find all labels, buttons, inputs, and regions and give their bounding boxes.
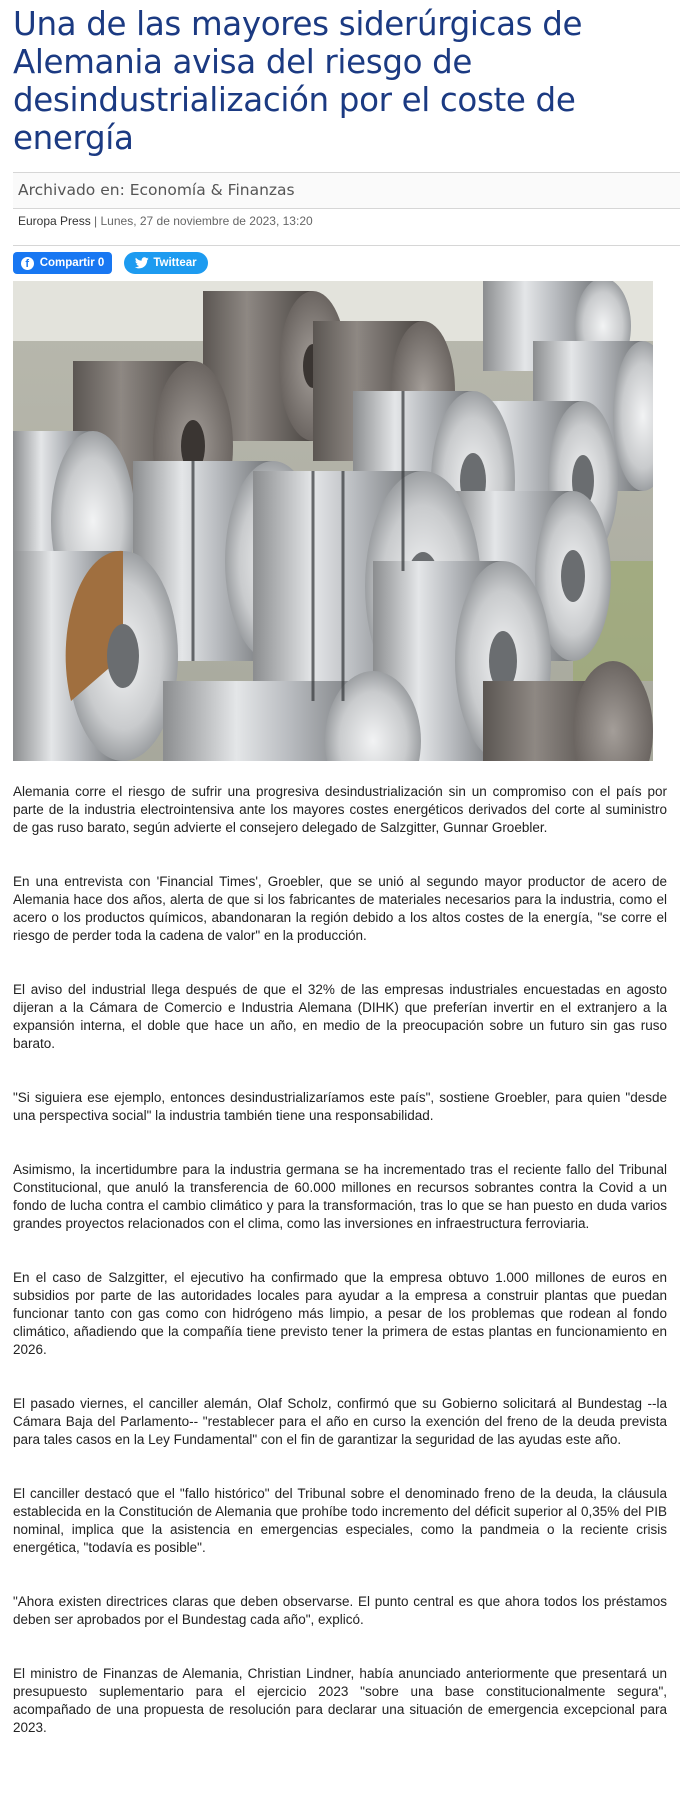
article-paragraph: El pasado viernes, el canciller alemán, Olaf Scholz, confirmó que su Gobierno solicitará al Bundestag --la Cámara Baja del Parlamento-- "restablecer para el año en curso la exención del freno de la deuda prevista para tales casos en la Ley Fundamental" con el fin de garantizar la seguridad de las ayudas este año. [13, 1396, 667, 1447]
byline-source: Europa Press [18, 214, 91, 228]
article-paragraph: El ministro de Finanzas de Alemania, Christian Lindner, había anunciado anteriormente que presentará un presupuesto suplementario para el ejercicio 2023 "sobre una base constitucionalmente segura", acompañado de una propuesta de resolución para declarar una situación de emergencia excepcional para 2023. [13, 1666, 667, 1735]
twitter-share-label: Twittear [153, 257, 197, 269]
article-paragraph: El aviso del industrial llega después de que el 32% de las empresas industriales encuestadas en agosto dijeran a la Cámara de Comercio e Industria Alemana (DIHK) que preferían invertir en el extranjero a la expansión interna, el doble que hace un año, en medio de la preocupación sobre un futuro sin gas ruso barato. [13, 982, 667, 1051]
article-paragraph: Alemania corre el riesgo de sufrir una progresiva desindustrialización sin un compromiso con el país por parte de la industria electrointensiva ante los mayores costes energéticos derivados del corte al suministro de gas ruso barato, según advierte el consejero delegado de Salzgitter, Gunnar Groebler. [13, 784, 667, 835]
article-paragraph: En el caso de Salzgitter, el ejecutivo ha confirmado que la empresa obtuvo 1.000 millones de euros en subsidios por parte de las autoridades locales para ayudar a la empresa a construir plantas que puedan funcionar tanto con gas como con hidrógeno más limpio, a pesar de los problemas que rodean al fondo climático, añadiendo que la compañía tiene previsto tener la primera de estas plantas en funcionamiento en 2026. [13, 1270, 667, 1357]
byline [18, 214, 313, 228]
article-body [13, 783, 667, 1773]
archive-bar [13, 172, 680, 209]
twitter-bird-icon [135, 257, 149, 269]
article-paragraph: "Ahora existen directrices claras que deben observarse. El punto central es que ahora todos los préstamos deben ser aprobados por el Bundestag cada año", explicó. [13, 1594, 667, 1627]
article [13, 0, 680, 1735]
facebook-share-button[interactable] [13, 252, 112, 274]
article-paragraph: El canciller destacó que el "fallo histórico" del Tribunal sobre el denominado freno de la deuda, la cláusula establecida en la Constitución de Alemania que prohíbe todo incremento del déficit superior al 0,35% del PIB nominal, implica que la asistencia en emergencias especiales, como la pandmeia o la reciente crisis energética, "todavía es posible". [13, 1486, 667, 1555]
article-paragraph: Asimismo, la incertidumbre para la industria germana se ha incrementado tras el reciente fallo del Tribunal Constitucional, que anuló la transferencia de 60.000 millones en recursos sobrantes contra la Covid a un fondo de lucha contra el cambio climático y para la transformación, tras lo que se han puesto en duda varios grandes proyectos relacionados con el clima, como las inversiones en infraestructura ferroviaria. [13, 1162, 667, 1231]
article-paragraph: "Si siguiera ese ejemplo, entonces desindustrializaríamos este país", sostiene Groebler, para quien "desde una perspectiva social" la industria también tiene una responsabilidad. [13, 1090, 667, 1123]
article-paragraph: En una entrevista con 'Financial Times', Groebler, que se unió al segundo mayor productor de acero de Alemania hace dos años, alerta de que si los fabricantes de materiales necesarios para la industria, como el acero o los productos químicos, abandonaran la región debido a los altos costes de la energía, "se corre el riesgo de perder toda la cadena de valor" en la producción. [13, 874, 667, 943]
twitter-share-button[interactable] [124, 252, 208, 274]
article-photo-steel-coils [13, 281, 653, 761]
article-title: Una de las mayores siderúrgicas de Alemania avisa del riesgo de desindustrialización por el coste de energía [13, 5, 583, 157]
steel-coils-photo [13, 281, 653, 761]
byline-divider [13, 245, 680, 246]
facebook-share-label: Compartir 0 [39, 257, 105, 269]
archive-category[interactable]: Archivado en: Economía & Finanzas [18, 181, 295, 199]
byline-date: Lunes, 27 de noviembre de 2023, 13:20 [100, 214, 313, 228]
byline-separator: | [90, 214, 101, 228]
facebook-icon: f [21, 257, 34, 270]
